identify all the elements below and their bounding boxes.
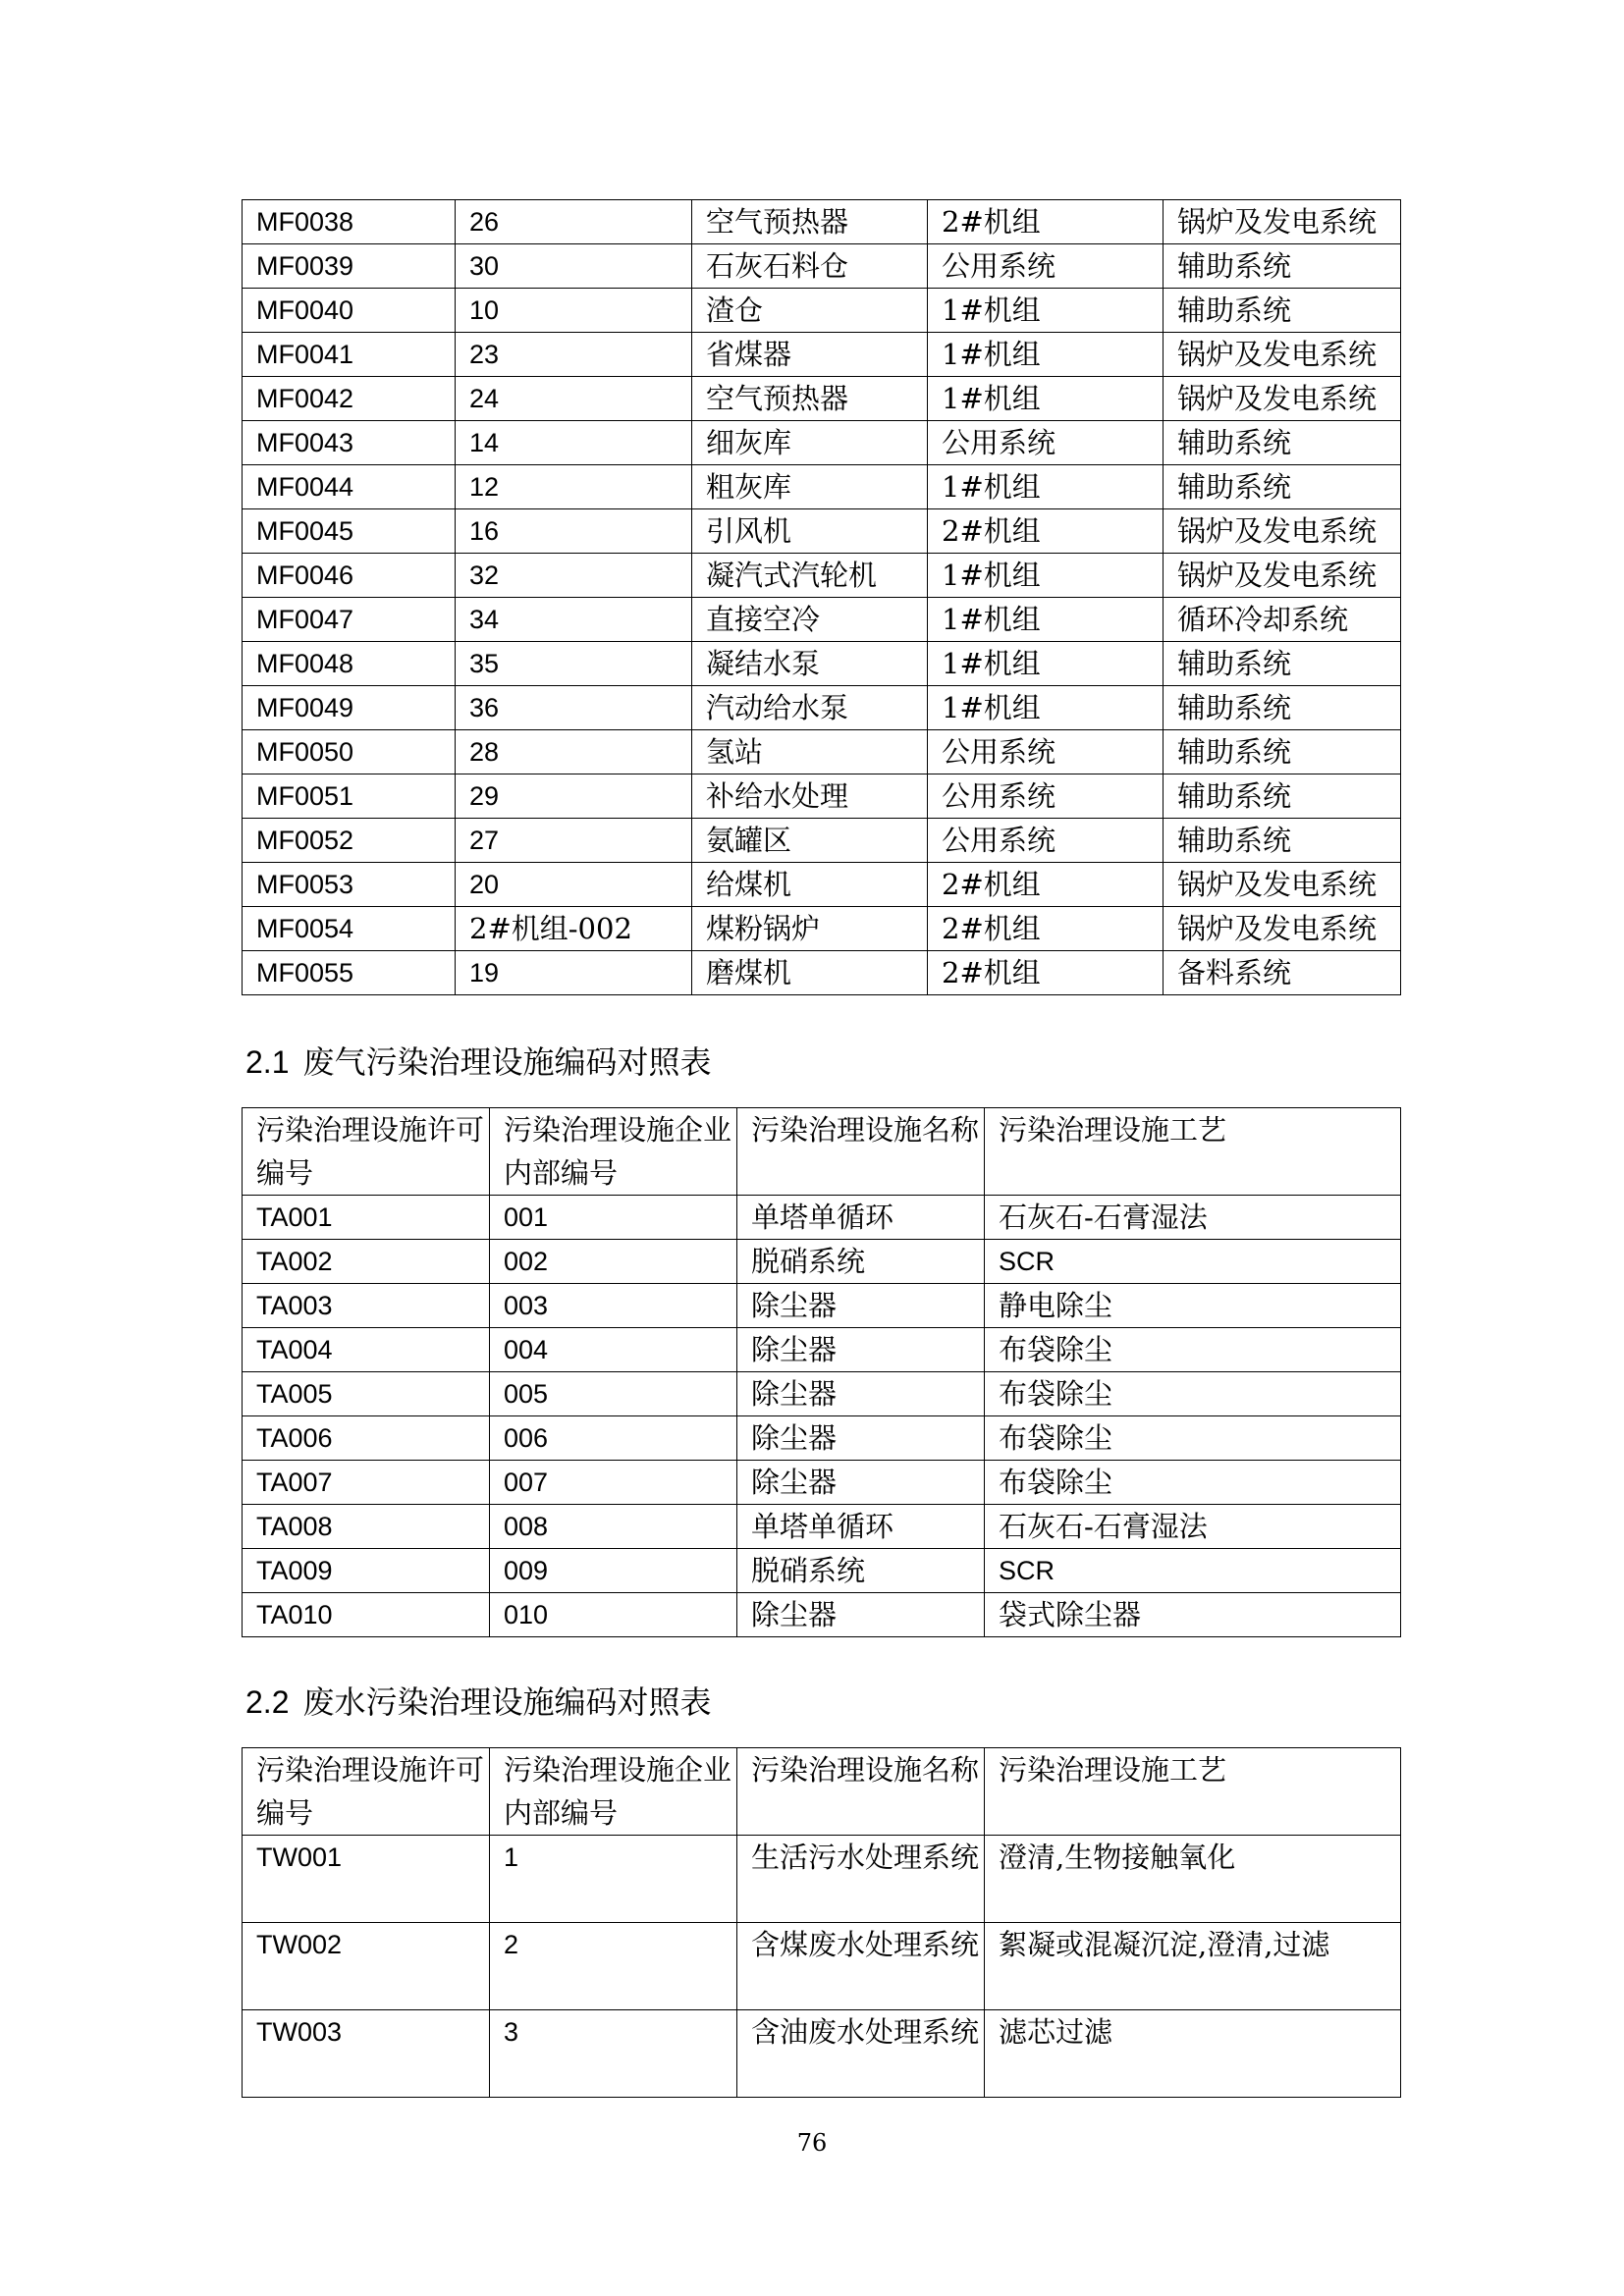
table-cell: MF0045 [243,509,456,554]
column-header: 污染治理设施名称 [737,1748,985,1836]
table-row [243,1923,1401,2010]
table-cell: TA004 [243,1328,490,1372]
table-row [243,642,1401,686]
table-cell: 002 [490,1240,737,1284]
table-row [243,774,1401,819]
table-cell: 辅助系统 [1164,774,1401,819]
table-cell: 锅炉及发电系统 [1164,200,1401,244]
table-cell: 袋式除尘器 [985,1593,1401,1637]
table-cell: 辅助系统 [1164,642,1401,686]
table-cell: 公用系统 [928,421,1164,465]
table-cell: 锅炉及发电系统 [1164,863,1401,907]
facility-code-table [242,199,1401,995]
table-cell: 脱硝系统 [737,1549,985,1593]
table-cell: 滤芯过滤 [985,2010,1401,2098]
table-cell: TW001 [243,1836,490,1923]
table-cell: 公用系统 [928,774,1164,819]
table-row [243,1593,1401,1637]
table-cell: 凝结水泵 [692,642,928,686]
table-cell: TW003 [243,2010,490,2098]
section-number: 2.1 [245,1044,290,1080]
table-cell: TW002 [243,1923,490,2010]
table-cell: 辅助系统 [1164,465,1401,509]
table-cell: 007 [490,1461,737,1505]
table-cell: 单塔单循环 [737,1196,985,1240]
water-treatment-table [242,1747,1401,2098]
table-cell: TA009 [243,1549,490,1593]
table-row [243,598,1401,642]
table-cell: 24 [456,377,692,421]
table-header-row [243,1108,1401,1196]
table-cell: 004 [490,1328,737,1372]
table-cell: 除尘器 [737,1328,985,1372]
table-cell: 30 [456,244,692,289]
table-row [243,863,1401,907]
table-cell: 锅炉及发电系统 [1164,554,1401,598]
table-cell: 005 [490,1372,737,1416]
table-cell: 辅助系统 [1164,289,1401,333]
page-number: 76 [796,2129,828,2157]
table-cell: 布袋除尘 [985,1461,1401,1505]
table-cell: 静电除尘 [985,1284,1401,1328]
table-cell: 2#机组 [928,509,1164,554]
table-cell: 含煤废水处理系统 [737,1923,985,2010]
table-cell: 公用系统 [928,730,1164,774]
column-header: 污染治理设施企业内部编号 [490,1748,737,1836]
table-cell: 备料系统 [1164,951,1401,995]
table-cell: 26 [456,200,692,244]
table-cell: MF0048 [243,642,456,686]
table-row [243,907,1401,951]
table-cell: 16 [456,509,692,554]
table-cell: 1#机组 [928,686,1164,730]
table-cell: 除尘器 [737,1461,985,1505]
table-cell: 20 [456,863,692,907]
table-cell: 除尘器 [737,1284,985,1328]
table-cell: 27 [456,819,692,863]
table-row [243,1505,1401,1549]
table-row [243,819,1401,863]
section-heading-water [245,1682,712,1722]
section-heading-air [245,1042,712,1082]
table-cell: 煤粉锅炉 [692,907,928,951]
column-header: 污染治理设施企业内部编号 [490,1108,737,1196]
table-cell: 渣仓 [692,289,928,333]
table-cell: 1#机组 [928,333,1164,377]
table-row [243,421,1401,465]
table-cell: 氨罐区 [692,819,928,863]
table-row [243,509,1401,554]
table-cell: 石灰石料仓 [692,244,928,289]
table-cell: 公用系统 [928,819,1164,863]
table-cell: MF0047 [243,598,456,642]
table-cell: 35 [456,642,692,686]
column-header: 污染治理设施工艺 [985,1748,1401,1836]
table-cell: MF0040 [243,289,456,333]
table-cell: TA007 [243,1461,490,1505]
table-cell: 公用系统 [928,244,1164,289]
table-row [243,1836,1401,1923]
table-row [243,1416,1401,1461]
table-cell: MF0050 [243,730,456,774]
table-cell: 12 [456,465,692,509]
column-header: 污染治理设施工艺 [985,1108,1401,1196]
table-cell: 循环冷却系统 [1164,598,1401,642]
table-cell: MF0041 [243,333,456,377]
table-cell: MF0049 [243,686,456,730]
table-cell: 1#机组 [928,554,1164,598]
table-cell: 2 [490,1923,737,2010]
table-cell: SCR [985,1549,1401,1593]
table-cell: 氢站 [692,730,928,774]
table-cell: 除尘器 [737,1593,985,1637]
table-cell: 锅炉及发电系统 [1164,509,1401,554]
table-cell: MF0043 [243,421,456,465]
table-cell: 石灰石-石膏湿法 [985,1505,1401,1549]
table-row [243,465,1401,509]
table-row [243,1284,1401,1328]
table-cell: MF0046 [243,554,456,598]
table-cell: 除尘器 [737,1416,985,1461]
table-cell: 汽动给水泵 [692,686,928,730]
table-cell: 辅助系统 [1164,730,1401,774]
table-cell: 23 [456,333,692,377]
table-cell: TA008 [243,1505,490,1549]
table-cell: 辅助系统 [1164,819,1401,863]
table-cell: SCR [985,1240,1401,1284]
table-cell: 1#机组 [928,598,1164,642]
table-cell: 含油废水处理系统 [737,2010,985,2098]
table-row [243,730,1401,774]
table-cell: 补给水处理 [692,774,928,819]
table-cell: 14 [456,421,692,465]
table-cell: 石灰石-石膏湿法 [985,1196,1401,1240]
table-cell: MF0053 [243,863,456,907]
table-cell: 010 [490,1593,737,1637]
table-cell: 省煤器 [692,333,928,377]
table-cell: 除尘器 [737,1372,985,1416]
section-title: 废气污染治理设施编码对照表 [302,1043,712,1081]
table-cell: 2#机组 [928,907,1164,951]
table-cell: 磨煤机 [692,951,928,995]
table-cell: 2#机组 [928,951,1164,995]
table-cell: MF0039 [243,244,456,289]
table-cell: 锅炉及发电系统 [1164,377,1401,421]
table-cell: MF0051 [243,774,456,819]
table-cell: TA002 [243,1240,490,1284]
table-row [243,2010,1401,2098]
table-row [243,1372,1401,1416]
table-cell: 001 [490,1196,737,1240]
table-row [243,333,1401,377]
table-cell: 003 [490,1284,737,1328]
table-cell: MF0052 [243,819,456,863]
table-cell: 1#机组 [928,377,1164,421]
table-row [243,554,1401,598]
table-cell: 2#机组-002 [456,907,692,951]
table-cell: 细灰库 [692,421,928,465]
table-cell: 34 [456,598,692,642]
table-row [243,686,1401,730]
table-row [243,1461,1401,1505]
table-row [243,951,1401,995]
table-cell: 引风机 [692,509,928,554]
table-row [243,1328,1401,1372]
column-header: 污染治理设施许可编号 [243,1748,490,1836]
table-cell: 1#机组 [928,642,1164,686]
table-cell: 36 [456,686,692,730]
table-cell: TA005 [243,1372,490,1416]
table-cell: 锅炉及发电系统 [1164,907,1401,951]
table-cell: 辅助系统 [1164,244,1401,289]
table-cell: 凝汽式汽轮机 [692,554,928,598]
table-cell: 给煤机 [692,863,928,907]
table-cell: MF0038 [243,200,456,244]
table-cell: 空气预热器 [692,200,928,244]
section-number: 2.2 [245,1684,290,1720]
table-cell: 3 [490,2010,737,2098]
table-cell: 粗灰库 [692,465,928,509]
table-cell: 直接空冷 [692,598,928,642]
table-row [243,200,1401,244]
table-row [243,244,1401,289]
table-cell: 19 [456,951,692,995]
table-row [243,289,1401,333]
table-cell: 脱硝系统 [737,1240,985,1284]
table-cell: 辅助系统 [1164,686,1401,730]
table-cell: 布袋除尘 [985,1328,1401,1372]
table-cell: 009 [490,1549,737,1593]
table-cell: MF0044 [243,465,456,509]
table-cell: 单塔单循环 [737,1505,985,1549]
air-treatment-table [242,1107,1401,1637]
table-row [243,1549,1401,1593]
table-row [243,377,1401,421]
table-cell: 2#机组 [928,863,1164,907]
table-row [243,1240,1401,1284]
table-header-row [243,1748,1401,1836]
table-cell: TA001 [243,1196,490,1240]
table-cell: 006 [490,1416,737,1461]
table-row [243,1196,1401,1240]
table-cell: 空气预热器 [692,377,928,421]
table-cell: MF0055 [243,951,456,995]
table-cell: 10 [456,289,692,333]
table-cell: 32 [456,554,692,598]
table-cell: 1#机组 [928,465,1164,509]
table-cell: 2#机组 [928,200,1164,244]
table-cell: 布袋除尘 [985,1416,1401,1461]
table-cell: 29 [456,774,692,819]
table-cell: 008 [490,1505,737,1549]
table-cell: 1 [490,1836,737,1923]
table-cell: 澄清,生物接触氧化 [985,1836,1401,1923]
table-cell: 絮凝或混凝沉淀,澄清,过滤 [985,1923,1401,2010]
table-cell: 1#机组 [928,289,1164,333]
table-cell: 辅助系统 [1164,421,1401,465]
table-cell: TA006 [243,1416,490,1461]
column-header: 污染治理设施名称 [737,1108,985,1196]
table-cell: MF0054 [243,907,456,951]
table-cell: 28 [456,730,692,774]
column-header: 污染治理设施许可编号 [243,1108,490,1196]
table-cell: TA010 [243,1593,490,1637]
table-cell: MF0042 [243,377,456,421]
table-cell: 锅炉及发电系统 [1164,333,1401,377]
table-cell: 布袋除尘 [985,1372,1401,1416]
section-title: 废水污染治理设施编码对照表 [302,1683,712,1721]
table-cell: 生活污水处理系统 [737,1836,985,1923]
table-cell: TA003 [243,1284,490,1328]
